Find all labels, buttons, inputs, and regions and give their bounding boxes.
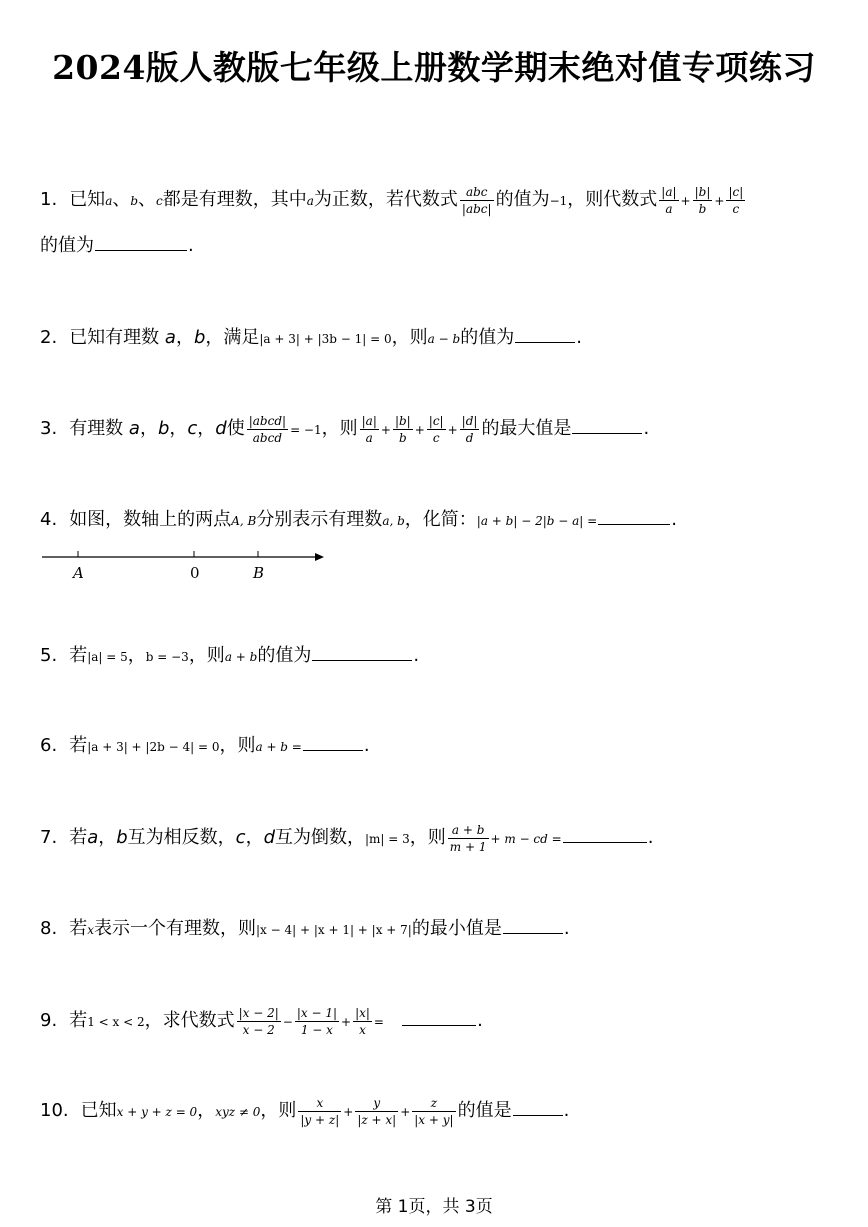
math-expr: a + b = bbox=[255, 740, 302, 754]
fraction: $\frac{y}{|z + x|}$ bbox=[357, 1095, 397, 1127]
fraction: $\frac{|a|}{a}$ bbox=[661, 184, 677, 216]
fraction: $\frac{|a|}{a}$ bbox=[361, 413, 377, 445]
answer-blank[interactable] bbox=[95, 230, 187, 251]
question-text: ，则 bbox=[321, 418, 358, 439]
question-text: 若 bbox=[69, 735, 88, 756]
math-var: b bbox=[130, 194, 139, 208]
math-expr: A, B bbox=[231, 514, 257, 528]
math-expr: |a + 3| + |2b − 4| = 0 bbox=[87, 740, 220, 754]
question-number: 3. bbox=[40, 418, 58, 439]
question-text: ，求代数式 bbox=[144, 1010, 235, 1031]
fraction: $\frac{a + b}{m + 1}$ bbox=[449, 822, 487, 854]
question-text: 都是有理数，其中 bbox=[162, 189, 307, 210]
question-text: 有理数 bbox=[69, 418, 124, 439]
question-text: 若 bbox=[69, 645, 88, 666]
question-number: 6. bbox=[40, 735, 58, 756]
question-number: 10. bbox=[40, 1100, 69, 1121]
math-expr: |a + 3| + |3b − 1| = 0 bbox=[259, 332, 392, 346]
math-expr: |a + b| − 2|b − a| = bbox=[476, 514, 598, 528]
question-text: 表示一个有理数，则 bbox=[93, 918, 256, 939]
math-expr: −1 bbox=[549, 194, 568, 208]
question-8: 8. 若x表示一个有理数，则|x − 4| + |x + 1| + |x + 7|的最小值是 . bbox=[40, 911, 848, 948]
fraction: $\frac{|b|}{b}$ bbox=[394, 413, 411, 445]
question-text: 、 bbox=[112, 189, 131, 210]
question-7: 7. 若a，b互为相反数，c，d互为倒数，|m| = 3，则 $\frac{a + b}{m + 1}$ + m − cd = . bbox=[40, 822, 654, 854]
question-text: 若 bbox=[69, 1010, 88, 1031]
question-4: 4. 如图，数轴上的两点A, B分别表示有理数a, b，化简：|a + b| − 2|b − a| = . bbox=[40, 502, 848, 539]
question-text: ，则 bbox=[188, 645, 225, 666]
fraction: $\frac{\text{|abcd|}}{\text{abcd}}$ bbox=[248, 413, 287, 445]
question-text: 已知有理数 bbox=[69, 327, 160, 348]
math-expr: = −1 bbox=[290, 423, 322, 437]
question-text: ，满足 bbox=[205, 327, 260, 348]
question-5: 5. 若|a| = 5，b = −3，则a + b的值为 . bbox=[40, 638, 848, 675]
question-text: 互为相反数， bbox=[127, 827, 236, 848]
question-text: 的值为 bbox=[460, 327, 515, 348]
answer-blank[interactable] bbox=[402, 1005, 476, 1026]
math-expr: a, b bbox=[382, 514, 405, 528]
math-var: a bbox=[306, 194, 314, 208]
question-text: ，则 bbox=[260, 1100, 297, 1121]
math-expr: a + b bbox=[224, 650, 258, 664]
question-text: 的值为 bbox=[495, 189, 550, 210]
question-number: 7. bbox=[40, 827, 58, 848]
math-var: a bbox=[105, 194, 113, 208]
question-text: 、 bbox=[138, 189, 157, 210]
answer-blank[interactable] bbox=[312, 640, 412, 661]
math-expr: + m − cd = bbox=[490, 832, 562, 846]
fraction: $\frac{|b|}{b}$ bbox=[694, 184, 711, 216]
fraction: $\frac{\text{abc}}{\text{|abc|}}$ bbox=[461, 184, 492, 216]
question-1: 1. 已知a、b、c都是有理数，其中a为正数，若代数式 $\frac{\text{abc}}{\text{|abc|}}$ 的值为−1，则代数式 $\frac{|a|}{a}$ + $\frac{|b|}{b}$ + $\frac{|c|}{c}$ bbox=[40, 184, 744, 216]
math-expr: |m| = 3 bbox=[365, 832, 410, 846]
math-var: c bbox=[156, 194, 163, 208]
question-text: ，则 bbox=[409, 827, 446, 848]
answer-blank[interactable] bbox=[303, 730, 363, 751]
question-text: 已知 bbox=[69, 189, 106, 210]
question-text: 的最小值是 bbox=[411, 918, 502, 939]
math-expr: b = −3 bbox=[145, 650, 189, 664]
math-expr: a − b bbox=[427, 332, 461, 346]
answer-blank[interactable] bbox=[503, 913, 563, 934]
label-zero: 0 bbox=[190, 564, 200, 582]
question-number: 5. bbox=[40, 645, 58, 666]
question-1-line2: 的值为 . bbox=[40, 228, 848, 264]
answer-blank[interactable] bbox=[513, 1095, 563, 1116]
math-expr: |x − 4| + |x + 1| + |x + 7| bbox=[255, 923, 412, 937]
question-text: 的最大值是 bbox=[481, 418, 572, 439]
fraction: $\frac{|x|}{x}$ bbox=[355, 1005, 370, 1037]
question-text: 若 bbox=[69, 827, 88, 848]
math-var: x bbox=[87, 923, 94, 937]
question-number: 4. bbox=[40, 509, 58, 530]
fraction: $\frac{z}{|x + y|}$ bbox=[414, 1095, 454, 1127]
math-expr: 1 < x < 2 bbox=[87, 1015, 145, 1029]
question-text: 为正数，若代数式 bbox=[313, 189, 458, 210]
question-text: ，则 bbox=[391, 327, 428, 348]
number-line bbox=[40, 545, 340, 585]
math-expr: = bbox=[373, 1015, 384, 1029]
question-6: 6. 若|a + 3| + |2b − 4| = 0，则a + b = . bbox=[40, 728, 848, 765]
answer-blank[interactable] bbox=[572, 413, 642, 434]
question-text: 分别表示有理数 bbox=[256, 509, 383, 530]
question-text: 互为倒数， bbox=[275, 827, 365, 848]
math-expr: xyz ≠ 0 bbox=[215, 1105, 261, 1119]
fraction: $\frac{|c|}{c}$ bbox=[728, 184, 744, 216]
question-2: 2. 已知有理数 a，b，满足|a + 3| + |3b − 1| = 0，则a − b的值为 . bbox=[40, 320, 848, 357]
fraction: $\frac{|c|}{c}$ bbox=[428, 413, 444, 445]
math-expr: |a| = 5 bbox=[87, 650, 128, 664]
question-text: ，则 bbox=[219, 735, 256, 756]
question-10: 10. 已知x + y + z = 0，xyz ≠ 0，则 $\frac{x}{|y + z|}$ + $\frac{y}{|z + x|}$ + $\frac{z}{|x + y|}$ 的值是 . bbox=[40, 1095, 570, 1127]
question-number: 9. bbox=[40, 1010, 58, 1031]
fraction: $\frac{|d|}{d}$ bbox=[461, 413, 478, 445]
question-text: ，化简： bbox=[404, 509, 477, 530]
fraction: $\frac{x}{|y + z|}$ bbox=[300, 1095, 340, 1127]
label-b: B bbox=[253, 564, 265, 582]
question-text: 如图，数轴上的两点 bbox=[69, 509, 232, 530]
answer-blank[interactable] bbox=[563, 822, 647, 843]
question-number: 2. bbox=[40, 327, 58, 348]
question-text: 使 bbox=[226, 418, 245, 439]
question-text: 的值为 bbox=[257, 645, 312, 666]
math-expr: x + y + z = 0 bbox=[116, 1105, 198, 1119]
question-9: 9. 若1 < x < 2，求代数式 $\frac{|x - 2|}{x - 2}$ − $\frac{|x - 1|}{1 - x}$ + $\frac{|x|}{x}$ = . bbox=[40, 1005, 483, 1037]
fraction: $\frac{|x - 1|}{1 - x}$ bbox=[296, 1005, 337, 1037]
question-number: 1. bbox=[40, 189, 58, 210]
question-text: 若 bbox=[69, 918, 88, 939]
arrow-icon bbox=[315, 553, 324, 561]
question-text: 的值为 bbox=[40, 235, 94, 256]
label-a: A bbox=[73, 564, 84, 582]
question-3: 3. 有理数 a，b，c，d使 $\frac{\text{|abcd|}}{\text{abcd}}$ = −1，则 $\frac{|a|}{a}$ + $\frac{|b|}{b}$ + $\frac{|c|}{c}$ + $\frac{|d|}{d}$ 的最大值是 . bbox=[40, 413, 650, 445]
fraction: $\frac{|x - 2|}{x - 2}$ bbox=[238, 1005, 279, 1037]
answer-blank[interactable] bbox=[598, 504, 670, 525]
page-title: 2024版人教版七年级上册数学期末绝对值专项练习 bbox=[52, 48, 816, 87]
page-footer: 第 1页，共 3页 bbox=[375, 1197, 493, 1217]
question-number: 8. bbox=[40, 918, 58, 939]
question-text: ，则代数式 bbox=[567, 189, 658, 210]
answer-blank[interactable] bbox=[515, 322, 575, 343]
question-text: 的值是 bbox=[457, 1100, 512, 1121]
question-text: 已知 bbox=[80, 1100, 117, 1121]
